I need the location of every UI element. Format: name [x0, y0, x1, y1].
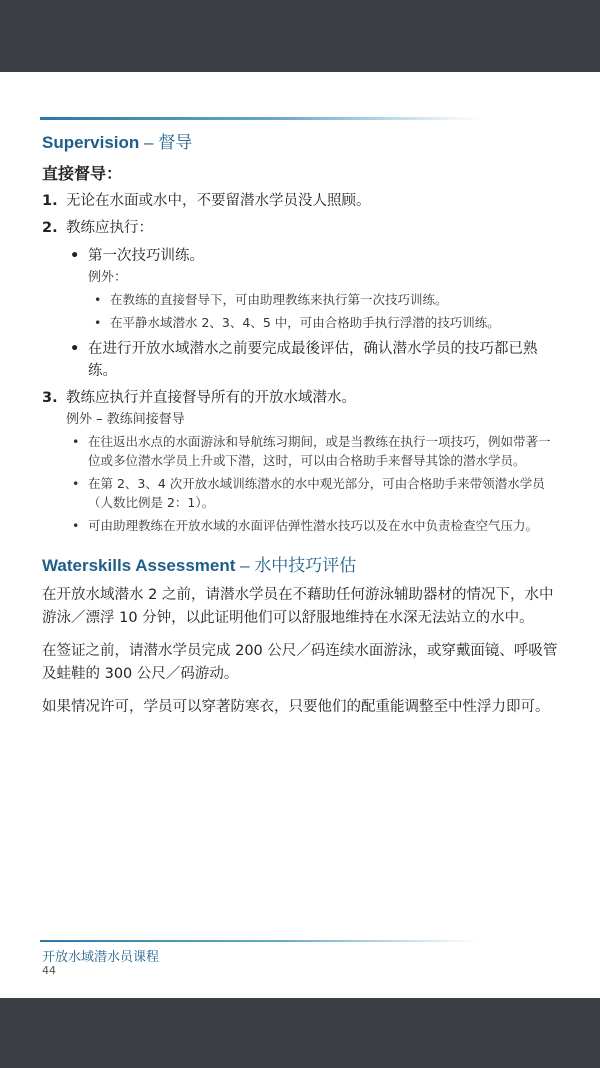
top-divider	[40, 117, 480, 120]
list-item-1: 1. 无论在水面或水中，不要留潜水学员没人照顾。	[42, 193, 371, 209]
page-content	[42, 128, 562, 729]
sub-bullet: • 在教练的直接督导下，可由助理教练来执行第一次技巧训练。	[94, 292, 448, 307]
sub-bullet-dot-icon: •	[72, 476, 80, 491]
indirect-supervision-label: 例外 – 教练间接督导	[66, 412, 185, 427]
supervision-heading: Supervision – 督导	[42, 133, 193, 152]
paragraph: 在开放水域潜水 2 之前，请潜水学员在不藉助任何游泳辅助器材的情况下，水中游泳／漂浮 10 分钟，以此证明他们可以舒服地维持在水深无法站立的水中。	[42, 587, 554, 626]
sub-bullet-dot-icon: •	[94, 315, 102, 330]
sub-bullet: • 在平静水域潜水 2、3、4、5 中，可由合格助手执行浮潜的技巧训练。	[94, 315, 500, 330]
sub-bullet-dot-icon: •	[72, 434, 80, 449]
list-item-2: 2. 教练应执行： • 第一次技巧训练。 例外： • 在教练的直接督导下，可由助理教练来执行第一次技巧训练。 • 在平静水域潜水 2、3、4、5 中，可由合格助手执行浮潜的技巧训练。 • 在进行开放水域潜水之前要完成最後评估，确认潜水学员的技巧都已熟练。	[42, 217, 562, 382]
exception-label: 例外：	[88, 270, 128, 285]
list-item-3: 3. 教练应执行并直接督导所有的开放水域潜水。 例外 – 教练间接督导 • 在往返出水点的水面游泳和导航练习期间，或是当教练在执行一项技巧，例如带著一位或多位潜水学员上升或下潜，这时，可以由合格助手来督导其馀的潜水学员。 • 在第 2、3、4 次开放水域训练潜水的水中观光部分，可由合格助手来带领潜水学员（人数比例是 2：1）。 • 可由助理教练在开放水域的水面评估弹性潜水技巧以及在水中负责检查空气压力。	[42, 387, 562, 535]
sub-bullet: • 在往返出水点的水面游泳和导航练习期间，或是当教练在执行一项技巧，例如带著一位或多位潜水学员上升或下潜，这时，可以由合格助手来督导其馀的潜水学员。	[72, 434, 551, 468]
sub-bullet: • 在第 2、3、4 次开放水域训练潜水的水中观光部分，可由合格助手来带领潜水学员（人数比例是 2：1）。	[72, 476, 545, 510]
bullet-dot-icon: •	[70, 341, 80, 357]
top-frame-bar	[0, 0, 600, 72]
bullet-final-assessment: • 在进行开放水域潜水之前要完成最後评估，确认潜水学员的技巧都已熟练。	[66, 338, 562, 382]
page-number: 44	[42, 964, 56, 977]
paragraph: 如果情况许可，学员可以穿著防寒衣，只要他们的配重能调整至中性浮力即可。	[42, 699, 550, 715]
bottom-frame-bar	[0, 998, 600, 1068]
sub-bullet-dot-icon: •	[72, 518, 80, 533]
bullet-dot-icon: •	[70, 248, 80, 264]
footer-divider	[40, 940, 480, 942]
sub-bullet: • 可由助理教练在开放水域的水面评估弹性潜水技巧以及在水中负责检查空气压力。	[72, 518, 539, 533]
document-page	[0, 72, 600, 998]
sub-bullet-dot-icon: •	[94, 292, 102, 307]
footer-course-title: 开放水域潜水员课程	[42, 950, 160, 965]
direct-supervision-subtitle: 直接督导：	[42, 164, 123, 183]
bullet-first-skill-training: • 第一次技巧训练。 例外： • 在教练的直接督导下，可由助理教练来执行第一次技巧训练。 • 在平静水域潜水 2、3、4、5 中，可由合格助手执行浮潜的技巧训练。	[66, 245, 562, 332]
paragraph: 在签证之前，请潜水学员完成 200 公尺／码连续水面游泳，或穿戴面镜、呼吸管及蛙鞋的 300 公尺／码游动。	[42, 643, 558, 682]
waterskills-heading: Waterskills Assessment – 水中技巧评估	[42, 556, 357, 575]
